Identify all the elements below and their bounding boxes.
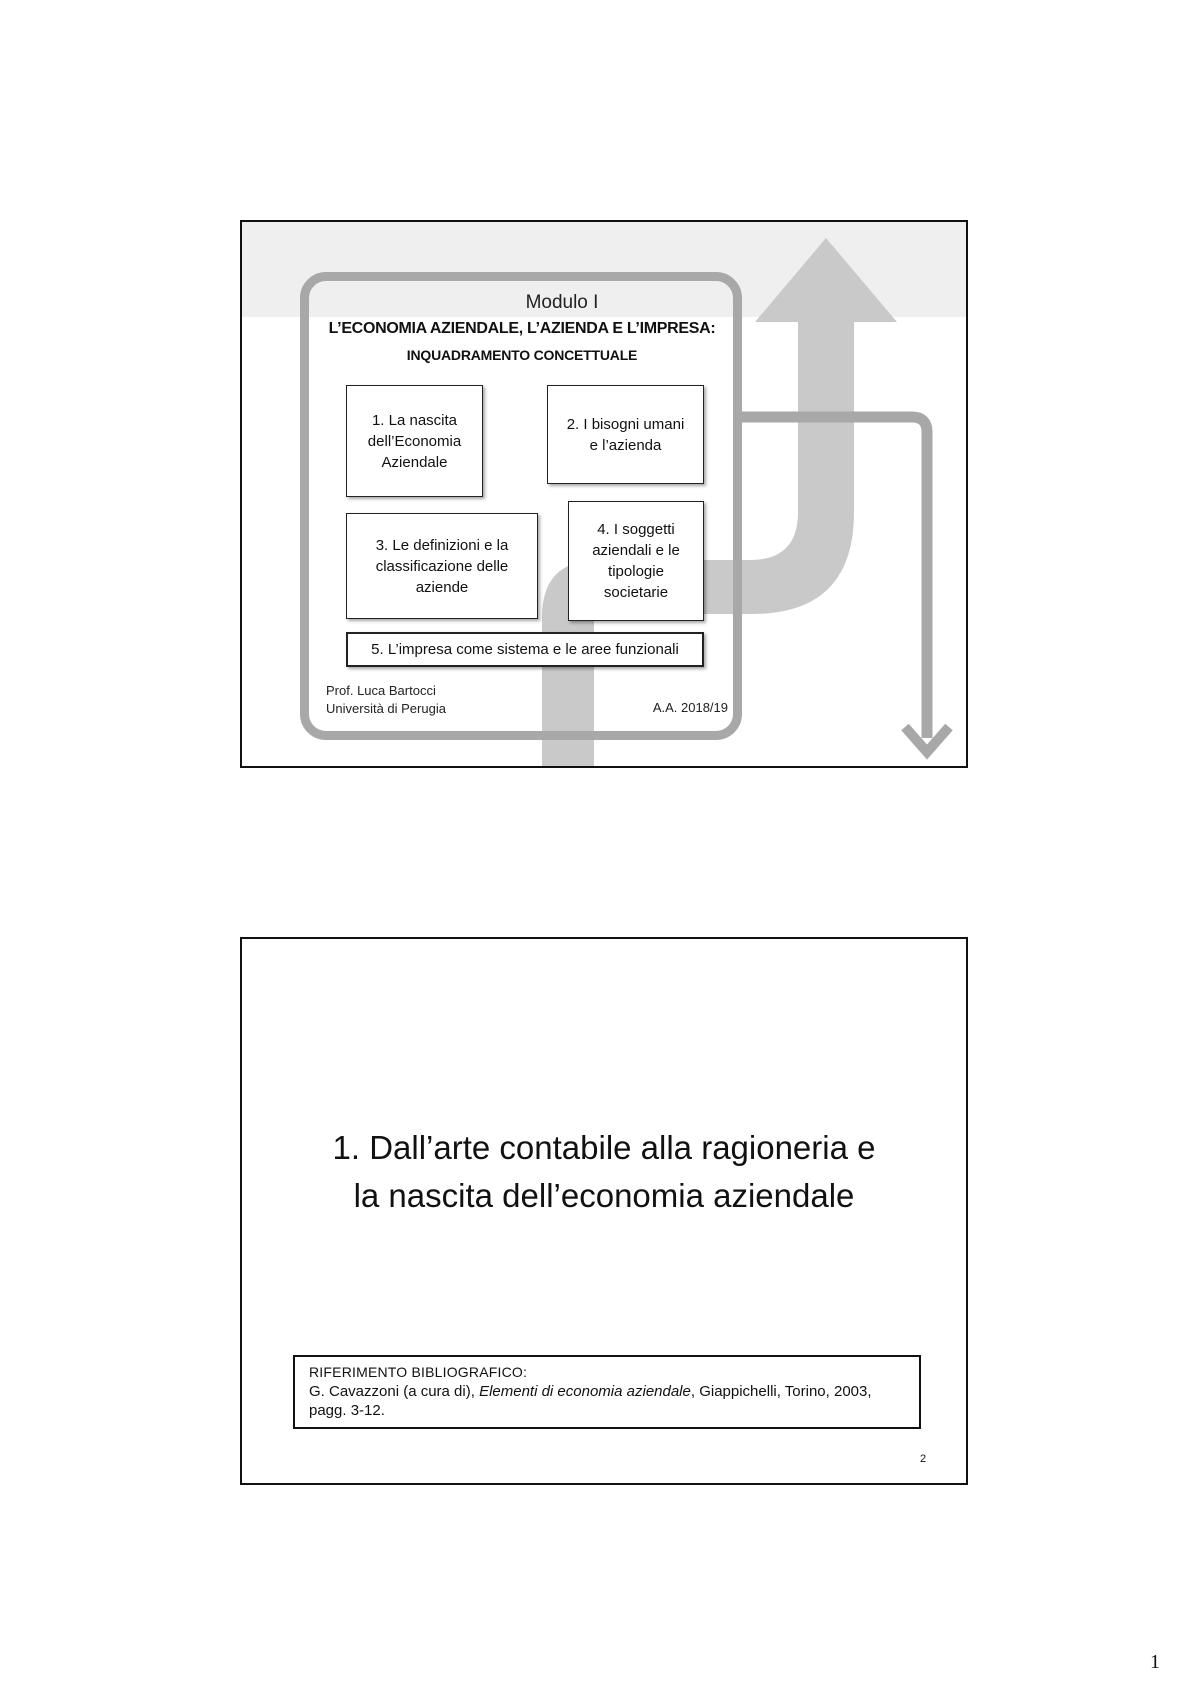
module-title: L’ECONOMIA AZIENDALE, L’AZIENDA E L’IMPRESA: <box>328 320 716 337</box>
slide-number: 2 <box>920 1453 927 1465</box>
reference-author: G. Cavazzoni (a cura di), <box>309 1383 480 1400</box>
reference-book-title: Elementi di economia aziendale <box>479 1383 691 1400</box>
slide-1 <box>240 220 968 768</box>
academic-year: A.A. 2018/19 <box>652 700 728 715</box>
slide-2 <box>240 937 968 1485</box>
topic-box-3: 3. Le definizioni e la classificazione delle aziende <box>346 513 538 619</box>
page-number: 1 <box>1150 1651 1160 1673</box>
module-label: Modulo I <box>525 292 599 313</box>
topic-box-1: 1. La nascita dell’Economia Aziendale <box>346 385 483 497</box>
topic-box-2: 2. I bisogni umani e l’azienda <box>547 385 704 484</box>
topic-box-5: 5. L’impresa come sistema e le aree funzionali <box>346 632 704 667</box>
slide-title: 1. Dall’arte contabile alla ragioneria e la nascita dell’economia aziendale <box>332 1129 876 1214</box>
author-info: Prof. Luca Bartocci Università di Perugia <box>326 683 446 716</box>
reference-publisher: , Giappichelli, Torino, 2003, pagg. 3-12. <box>309 1383 872 1419</box>
reference-box <box>293 1355 921 1429</box>
reference-citation <box>309 1382 905 1420</box>
module-subtitle: INQUADRAMENTO CONCETTUALE <box>406 347 638 363</box>
reference-heading: RIFERIMENTO BIBLIOGRAFICO: <box>309 1364 528 1380</box>
topic-box-4: 4. I soggetti aziendali e le tipologie societarie <box>568 501 704 621</box>
